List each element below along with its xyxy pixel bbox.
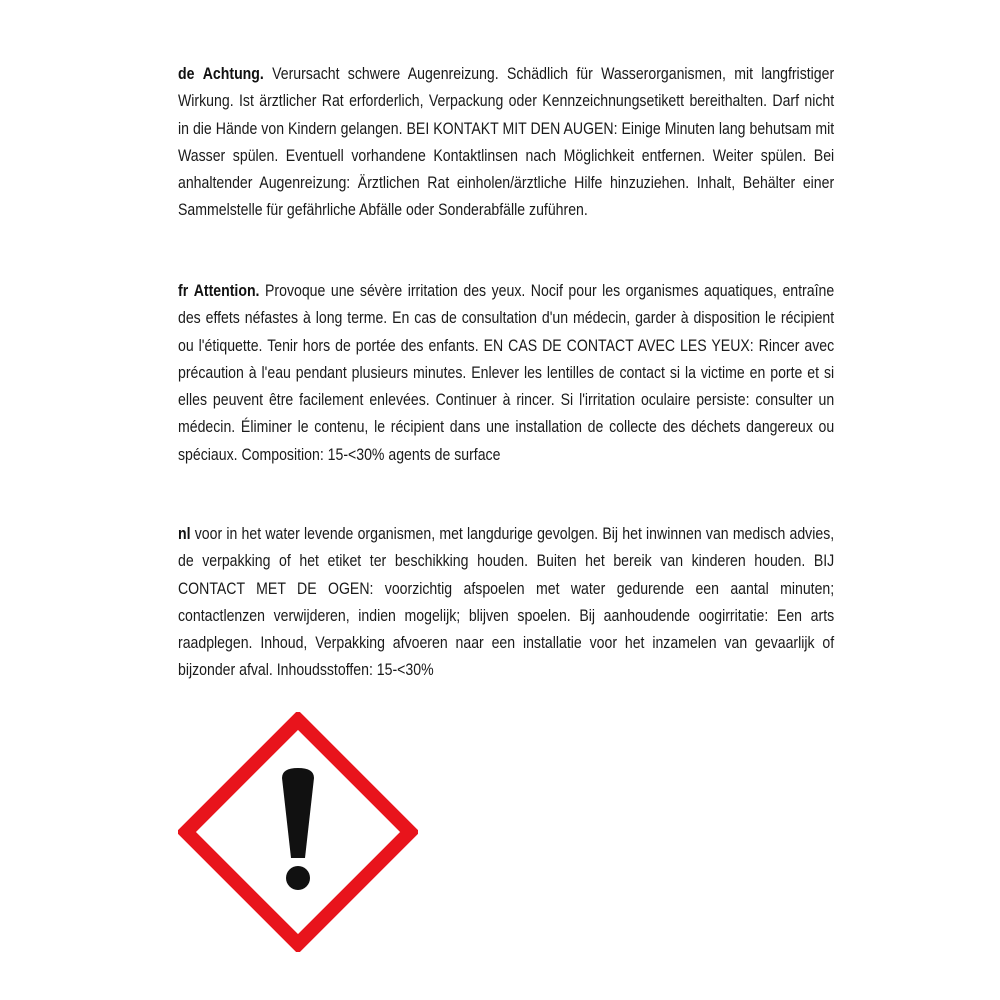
- signal-word: Attention.: [193, 282, 260, 300]
- signal-word: Achtung.: [202, 65, 264, 83]
- label-block-nl: [178, 521, 834, 685]
- hazard-statement-text: Provoque une sévère irritation des yeux. Nocif pour les organismes aquatiques, entraîne des effets néfastes à long terme. En cas de consultation d'un médecin, garder à disposition le récipient ou l'étiquette. Tenir hors de portée des enfants. EN CAS DE CONTACT AVEC LES YEUX: Rincer avec précaution à l'eau pendant plusieurs minutes. Enlever les lentilles de contact si la victime en porte et si elles peuvent être facilement enlevées. Continuer à rincer. Si l'irritation oculaire persiste: consulter un médecin. Éliminer le contenu, le récipient dans une installation de collecte des déchets dangereux ou spéciaux. Composition: 15-<30% agents de surface: [178, 282, 835, 464]
- label-block-fr: [178, 278, 834, 469]
- language-code: fr: [178, 282, 189, 300]
- language-code: de: [178, 65, 195, 83]
- ghs07-exclamation-mark-icon: [178, 712, 418, 952]
- hazard-statement-text: voor in het water levende organismen, met langdurige gevolgen. Bij het inwinnen van medisch advies, de verpakking of het etiket ter beschikking houden. Buiten het bereik van kinderen houden. BIJ CONTACT MET DE OGEN: voorzichtig afspoelen met water gedurende een aantal minuten; contactlenzen verwijderen, indien mogelijk; blijven spoelen. Bij aanhoudende oogirritatie: Een arts raadplegen. Inhoud, Verpakking afvoeren naar een installatie voor het inzamelen van gevaarlijk of bijzonder afval. Inhoudsstoffen: 15-<30%: [178, 525, 835, 680]
- exclamation-dot: [286, 866, 310, 890]
- label-block-de: [178, 61, 834, 225]
- language-code: nl: [178, 525, 191, 543]
- hazard-statement-text: Verursacht schwere Augenreizung. Schädlich für Wasserorganismen, mit langfristiger Wirkung. Ist ärztlicher Rat erforderlich, Verpackung oder Kennzeichnungsetikett bereithalten. Darf nicht in die Hände von Kindern gelangen. BEI KONTAKT MIT DEN AUGEN: Einige Minuten lang behutsam mit Wasser spülen. Eventuell vorhandene Kontaktlinsen nach Möglichkeit entfernen. Weiter spülen. Bei anhaltender Augenreizung: Ärztlichen Rat einholen/ärztliche Hilfe hinzuziehen. Inhalt, Behälter einer Sammelstelle für gefährliche Abfälle oder Sonderabfälle zuführen.: [178, 65, 835, 220]
